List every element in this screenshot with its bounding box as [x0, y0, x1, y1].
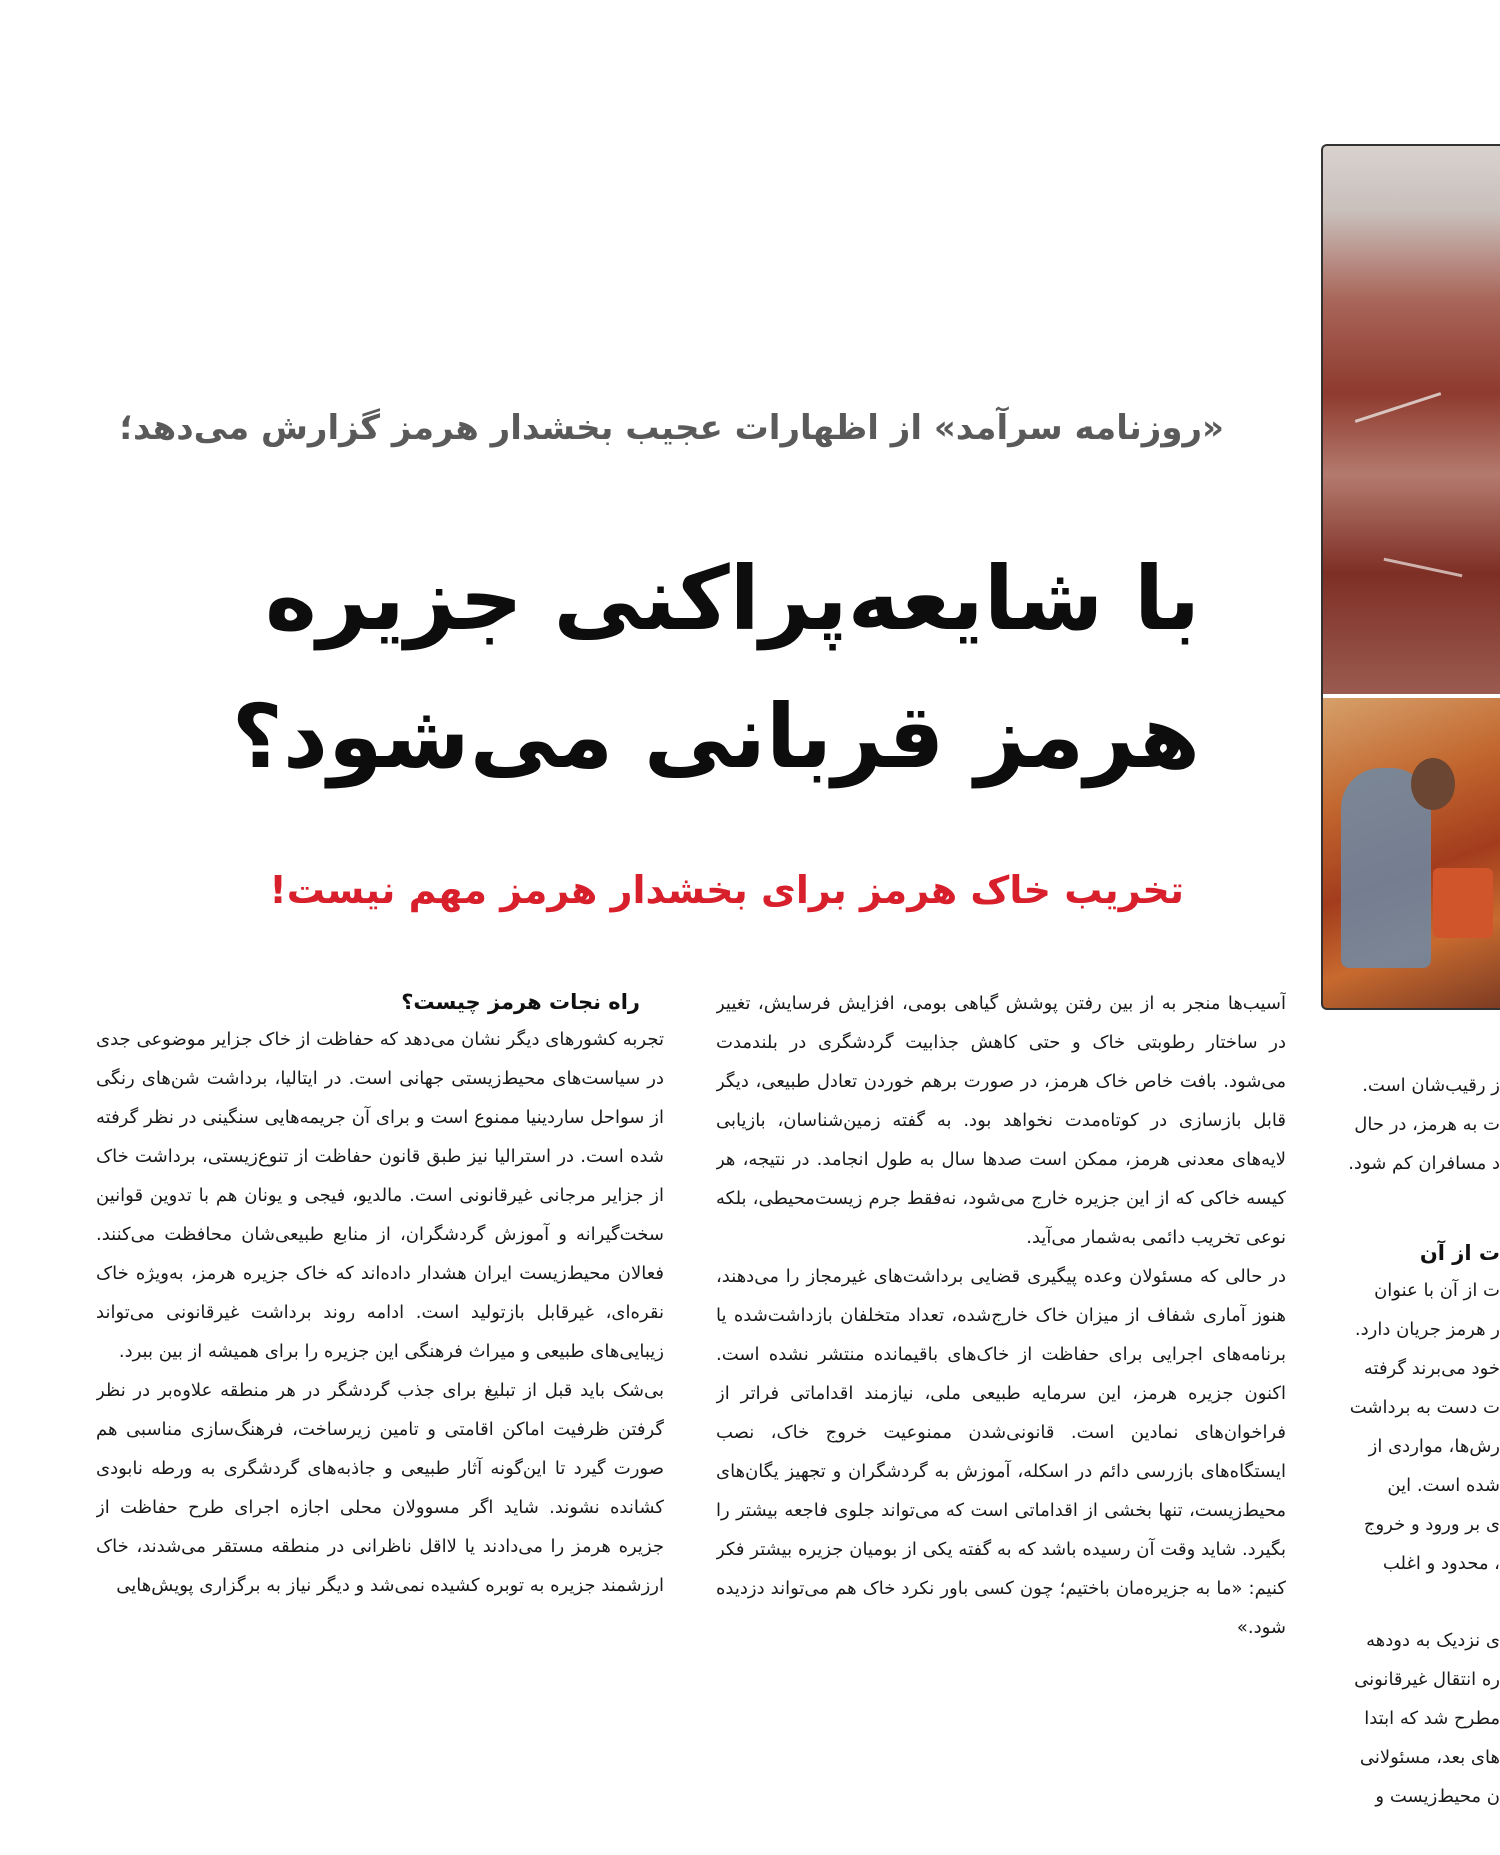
fragment-line: ر هرمز جریان دارد. — [1354, 1319, 1500, 1340]
article-photo-frame — [1321, 144, 1500, 1010]
soil-bag — [1433, 868, 1493, 938]
fragment-line: مطرح شد که ابتدا — [1364, 1708, 1500, 1729]
middle-column — [716, 984, 1286, 1855]
fragment-heading: ت از آن — [1419, 1241, 1500, 1265]
fragment-line: ن محیط‌زیست و — [1375, 1786, 1500, 1807]
fragment-line: ی بر ورود و خروج — [1363, 1514, 1500, 1535]
article-headline — [160, 530, 1200, 806]
fragment-line: شده است. این — [1387, 1475, 1500, 1496]
fragment-line: ی نزدیک به دودهه — [1366, 1630, 1500, 1651]
salt-streak — [1355, 392, 1442, 423]
fragment-line: د مسافران کم شود. — [1348, 1153, 1500, 1174]
body-paragraph: بی‌شک باید قبل از تبلیغ برای جذب گردشگر در هر منطقه علاوه‌بر در نظر گرفتن ظرفیت اماکن اقامتی و تامین زیرساخت، فرهنگ‌سازی مناسبی هم صورت گیرد تا این‌گونه آثار طبیعی و جاذبه‌های گردشگری به ورطه نابودی کشانده نشوند. شاید اگر مسوولان محلی اجازه اجرای طرح حفاظت از جزیره هرمز را می‌دادند یا لااقل ناظرانی در منطقه مستقر می‌شدند، خاک ارزشمند جزیره به توبره کشیده نمی‌شد و دیگر نیاز به برگزاری پویش‌هایی — [96, 1380, 664, 1596]
salt-streak — [1384, 558, 1463, 578]
fragment-line: ره انتقال غیرقانونی — [1354, 1669, 1500, 1690]
spacer — [1336, 1583, 1500, 1621]
body-paragraph: تجربه کشورهای دیگر نشان می‌دهد که حفاظت از خاک جزایر موضوعی جدی در سیاست‌های محیط‌زیستی جهانی است. در ایتالیا، برداشت شن‌های رنگی از سواحل ساردینیا ممنوع است و برای آن جریمه‌هایی سنگینی در نظر گرفته شده است. در استرالیا نیز طبق قانون حفاظت از تنوع‌زیستی، برداشت خاک از جزایر مرجانی غیرقانونی است. مالدیو، فیجی و یونان هم با تدوین قوانین سخت‌گیرانه و آموزش گردشگران، از منابع طبیعی‌شان محافظت می‌کنند. فعالان محیط‌زیست ایران هشدار داده‌اند که خاک جزیره هرمز، به‌ویژه خاک نقره‌ای، غیرقابل بازتولید است. ادامه روند برداشت غیرقانونی می‌تواند زیبایی‌های طبیعی و میراث فرهنگی این جزیره را برای همیشه از بین ببرد. — [96, 1029, 664, 1362]
fragment-line: ت دست به برداشت — [1349, 1397, 1500, 1418]
tourists-collecting-soil-photo — [1323, 698, 1500, 1010]
section-heading: راه نجات هرمز چیست؟ — [401, 990, 640, 1014]
fragment-line: خود می‌برند گرفته — [1363, 1358, 1500, 1379]
body-paragraph: در حالی که مسئولان وعده پیگیری قضایی برداشت‌های غیرمجاز را می‌دهند، هنوز آماری شفاف از میزان خاک خارج‌شده، تعداد متخلفان بازداشت‌شده یا برنامه‌های اجرایی برای حفاظت از خاک‌های باقیمانده منتشر نشده است. اکنون جزیره هرمز، این سرمایه طبیعی ملی، نیازمند اقداماتی فراتر از فراخوان‌های نمادین است. قانونی‌شدن ممنوعیت خروج خاک، نصب ایستگاه‌های بازرسی دائم در اسکله، آموزش به گردشگران و تجهیز یگان‌های محیط‌زیست، تنها بخشی از اقداماتی است که می‌تواند جلوی فاجعه بیشتر را بگیرد. شاید وقت آن رسیده باشد که به گفته یکی از بومیان جزیره بیشتر فکر کنیم: «ما به جزیره‌مان باختیم؛ چون کسی باور نکرد خاک هم می‌تواند دزدیده شود.» — [716, 1266, 1286, 1638]
article-kicker: «روزنامه سرآمد» از اظهارات عجیب بخشدار هرمز گزارش می‌دهد؛ — [119, 408, 1224, 448]
body-paragraph: آسیب‌ها منجر به از بین رفتن پوشش گیاهی بومی، افزایش فرسایش، تغییر در ساختار رطوبتی خاک و حتی کاهش جذابیت گردشگری در بلندمدت می‌شود. بافت خاص خاک هرمز، در صورت برهم خوردن تعادل طبیعی، دیگر قابل بازسازی در کوتاه‌مدت نخواهد بود. به گفته زمین‌شناسان، بازیابی لایه‌های معدنی هرمز، ممکن است صدها سال به طول انجامد. در نتیجه، هر کیسه خاکی که از این جزیره خارج می‌شود، نه‌فقط جرم زیست‌محیطی، بلکه نوعی تخریب دائمی به‌شمار می‌آید. — [716, 993, 1286, 1248]
spacer — [1336, 1183, 1500, 1235]
fragment-line: ت به هرمز، در حال — [1354, 1114, 1500, 1135]
headline-line-2: هرمز قربانی می‌شود؟ — [231, 685, 1200, 788]
fragment-line: های بعد، مسئولانی — [1359, 1747, 1500, 1768]
fragment-line: ، محدود و اغلب — [1382, 1553, 1500, 1574]
red-soil-hills-photo — [1323, 146, 1500, 694]
fragment-line: رش‌ها، مواردی از — [1368, 1436, 1500, 1457]
left-column — [96, 984, 664, 1855]
fragment-line: ت از آن با عنوان — [1374, 1280, 1500, 1301]
fragment-line: ز رقیب‌شان است. — [1362, 1075, 1500, 1096]
right-column-fragment — [1336, 1066, 1500, 1855]
headline-line-1: با شایعه‌پراکنی جزیره — [265, 547, 1200, 650]
tourist-head — [1411, 758, 1455, 810]
article-lead: تخریب خاک هرمز برای بخشدار هرمز مهم نیست! — [269, 868, 1184, 912]
